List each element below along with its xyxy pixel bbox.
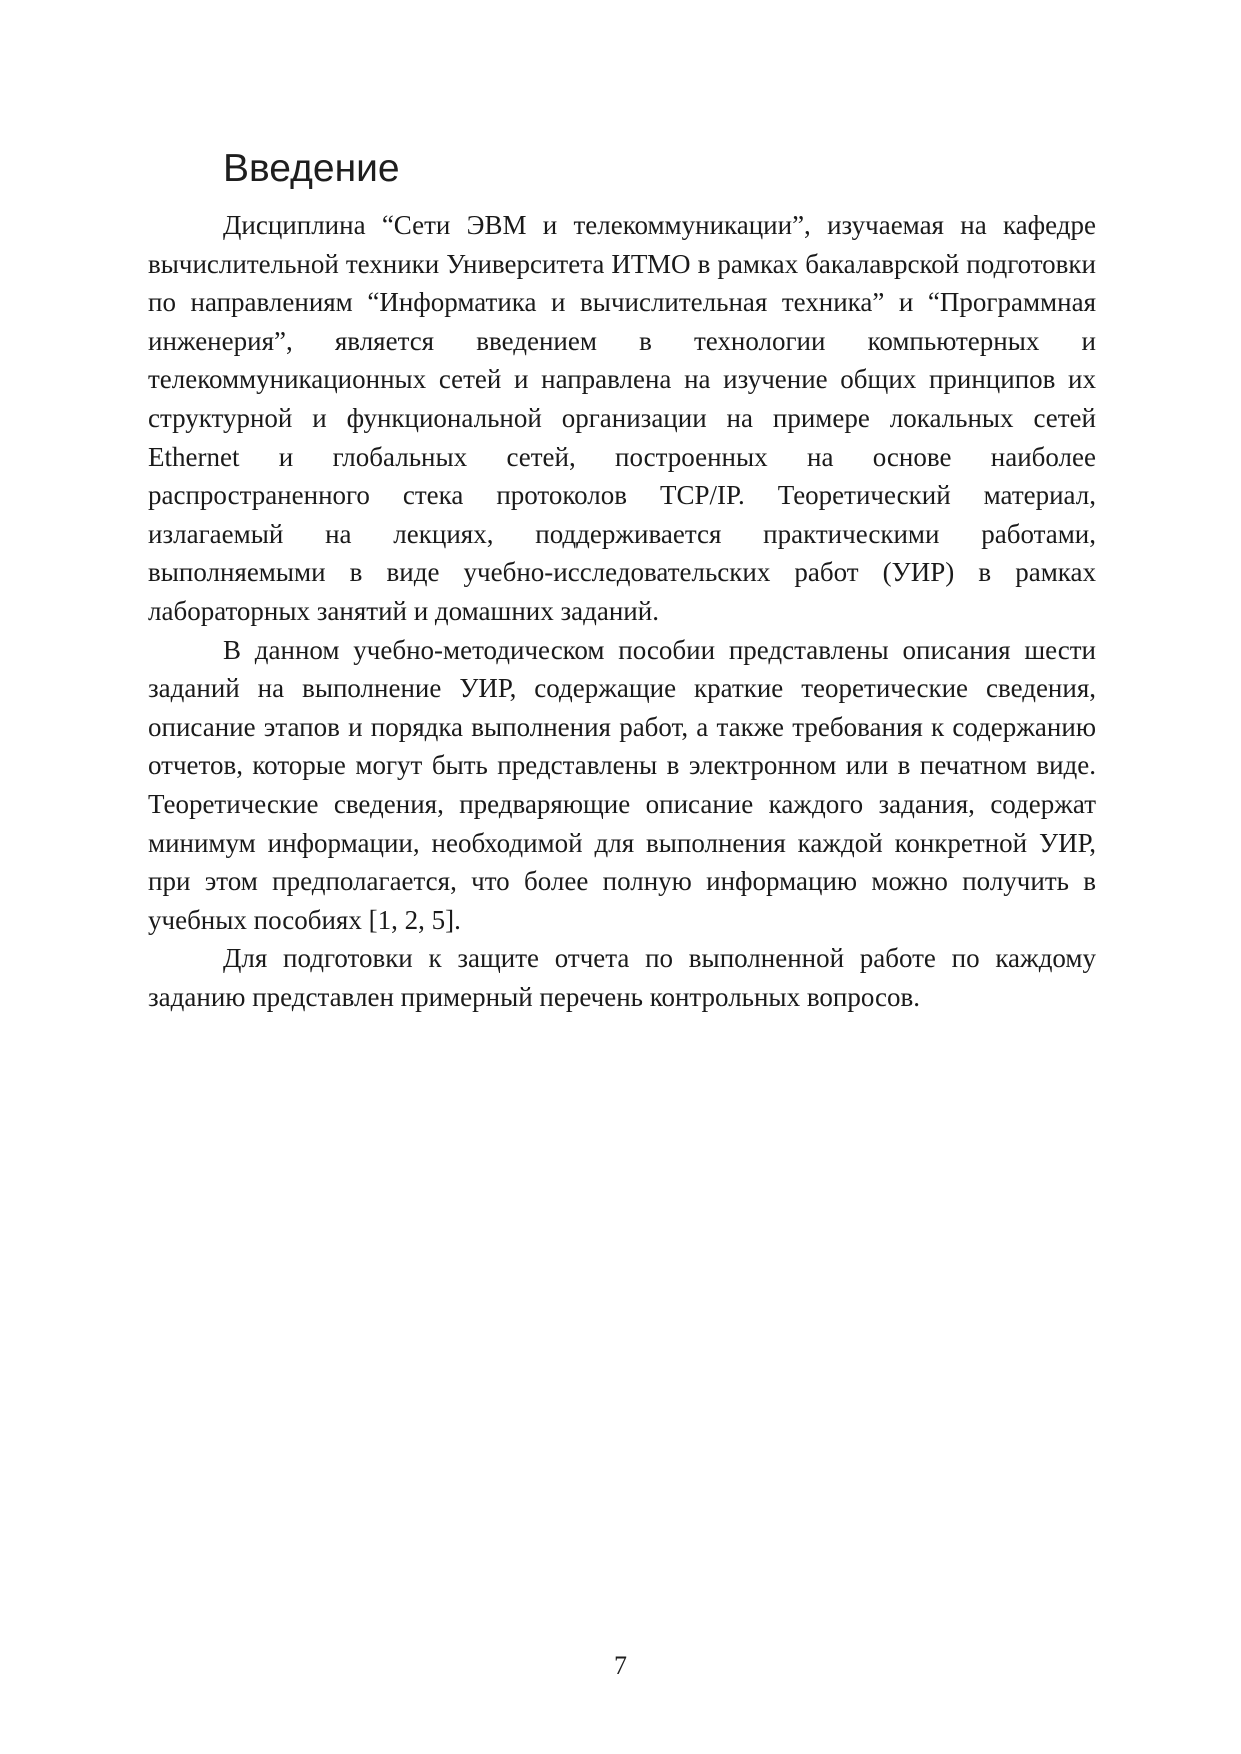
paragraph-manual-contents: В данном учебно-методическом пособии представлены описания шести заданий на выполнение УИР, содержащие краткие теоретические сведения, описание этапов и порядка выполнения работ, а также требования к содержанию отчетов, которые могут быть представлены в электронном или в печатном виде. Теоретические сведения, предваряющие описание каждого задания, содержат минимум информации, необходимой для выполнения каждой конкретной УИР, при этом предполагается, что более полную информацию можно получить в учебных пособиях [1, 2, 5]. [148,634,1096,935]
section-heading: Введение [223,147,400,190]
body-text [148,206,1096,1016]
paragraph-control-questions: Для подготовки к защите отчета по выполненной работе по каждому заданию представлен примерный перечень контрольных вопросов. [148,943,1096,1012]
page-number: 7 [614,1651,627,1680]
paragraph-intro: Дисциплина “Сети ЭВМ и телекоммуникации”, изучаемая на кафедре вычислительной техники Университета ИТМО в рамках бакалаврской подготовки по направлениям “Информатика и вычислительная техника” и “Программная инженерия”, является введением в технологии компьютерных и телекоммуникационных сетей и направлена на изучение общих принципов их структурной и функциональной организации на примере локальных сетей Ethernet и глобальных сетей, построенных на основе наиболее распространенного стека протоколов TCP/IP. Теоретический материал, излагаемый на лекциях, поддерживается практическими работами, выполняемыми в виде учебно-исследовательских работ (УИР) в рамках лабораторных занятий и домашних заданий. [148,210,1096,626]
